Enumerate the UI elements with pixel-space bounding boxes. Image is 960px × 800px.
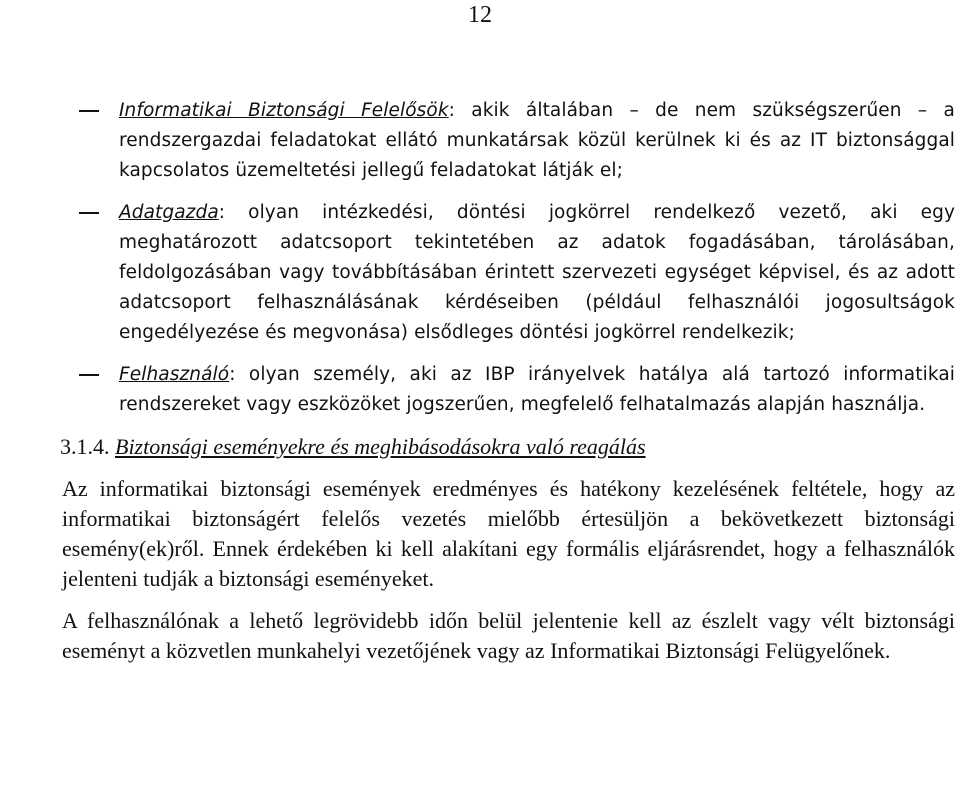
definition-text: : olyan intézkedési, döntési jogkörrel rendelkező vezető, aki egy meghatározott adatcsoport tekintetében az adatok fogadásában, tárolásában, feldolgozásában vagy továbbításában érintett szervezeti egységet képvisel, és az adott adatcsoport felhasználásának kérdéseiben (például felhasználói jogosultságok engedélyezése és megvonása) elsődleges döntési jogkörrel rendelkezik;: [119, 202, 955, 343]
defined-term: Felhasználó: [119, 364, 230, 385]
section-number: 3.1.4.: [60, 434, 110, 459]
section-heading: [0, 432, 953, 462]
dash-bullet-icon: [79, 212, 99, 214]
dash-bullet-icon: [79, 110, 99, 112]
list-item-text: [119, 198, 955, 348]
section-title: Biztonsági eseményekre és meghibásodásokra való reagálás: [115, 434, 646, 459]
defined-term: Adatgazda: [119, 202, 219, 223]
document-body: [62, 96, 955, 678]
dash-bullet-icon: [79, 374, 99, 376]
list-item: [62, 360, 955, 420]
list-item: [62, 96, 955, 186]
definition-list: [62, 96, 955, 420]
definition-text: : akik általában – de nem szükségszerűen – a rendszergazdai feladatokat ellátó munkatársak közül kerülnek ki és az IT biztonsággal kapcsolatos üzemeltetési jellegű feladatokat látják el;: [119, 100, 955, 181]
definition-text: : olyan személy, aki az IBP irányelvek hatálya alá tartozó informatikai rendszereket vagy eszközöket jogszerűen, megfelelő felhatalmazás alapján használja.: [119, 364, 955, 415]
body-paragraph: Az informatikai biztonsági események eredményes és hatékony kezelésének feltétele, hogy az informatikai biztonságért felelős vezetés mielőbb értesüljön a bekövetkezett biztonsági esemény(ek)ről. Ennek érdekében ki kell alakítani egy formális eljárásrendet, hogy a felhasználók jelenteni tudják a biztonsági eseményeket.: [62, 476, 955, 591]
list-item-text: [119, 360, 955, 420]
list-item-text: [119, 96, 955, 186]
page-number: 12: [468, 2, 492, 28]
defined-term: Informatikai Biztonsági Felelősök: [119, 100, 449, 121]
list-item: [62, 198, 955, 348]
body-paragraph: A felhasználónak a lehető legrövidebb időn belül jelentenie kell az észlelt vagy vélt biztonsági eseményt a közvetlen munkahelyi vezetőjének vagy az Informatikai Biztonsági Felügyelőnek.: [62, 608, 955, 663]
